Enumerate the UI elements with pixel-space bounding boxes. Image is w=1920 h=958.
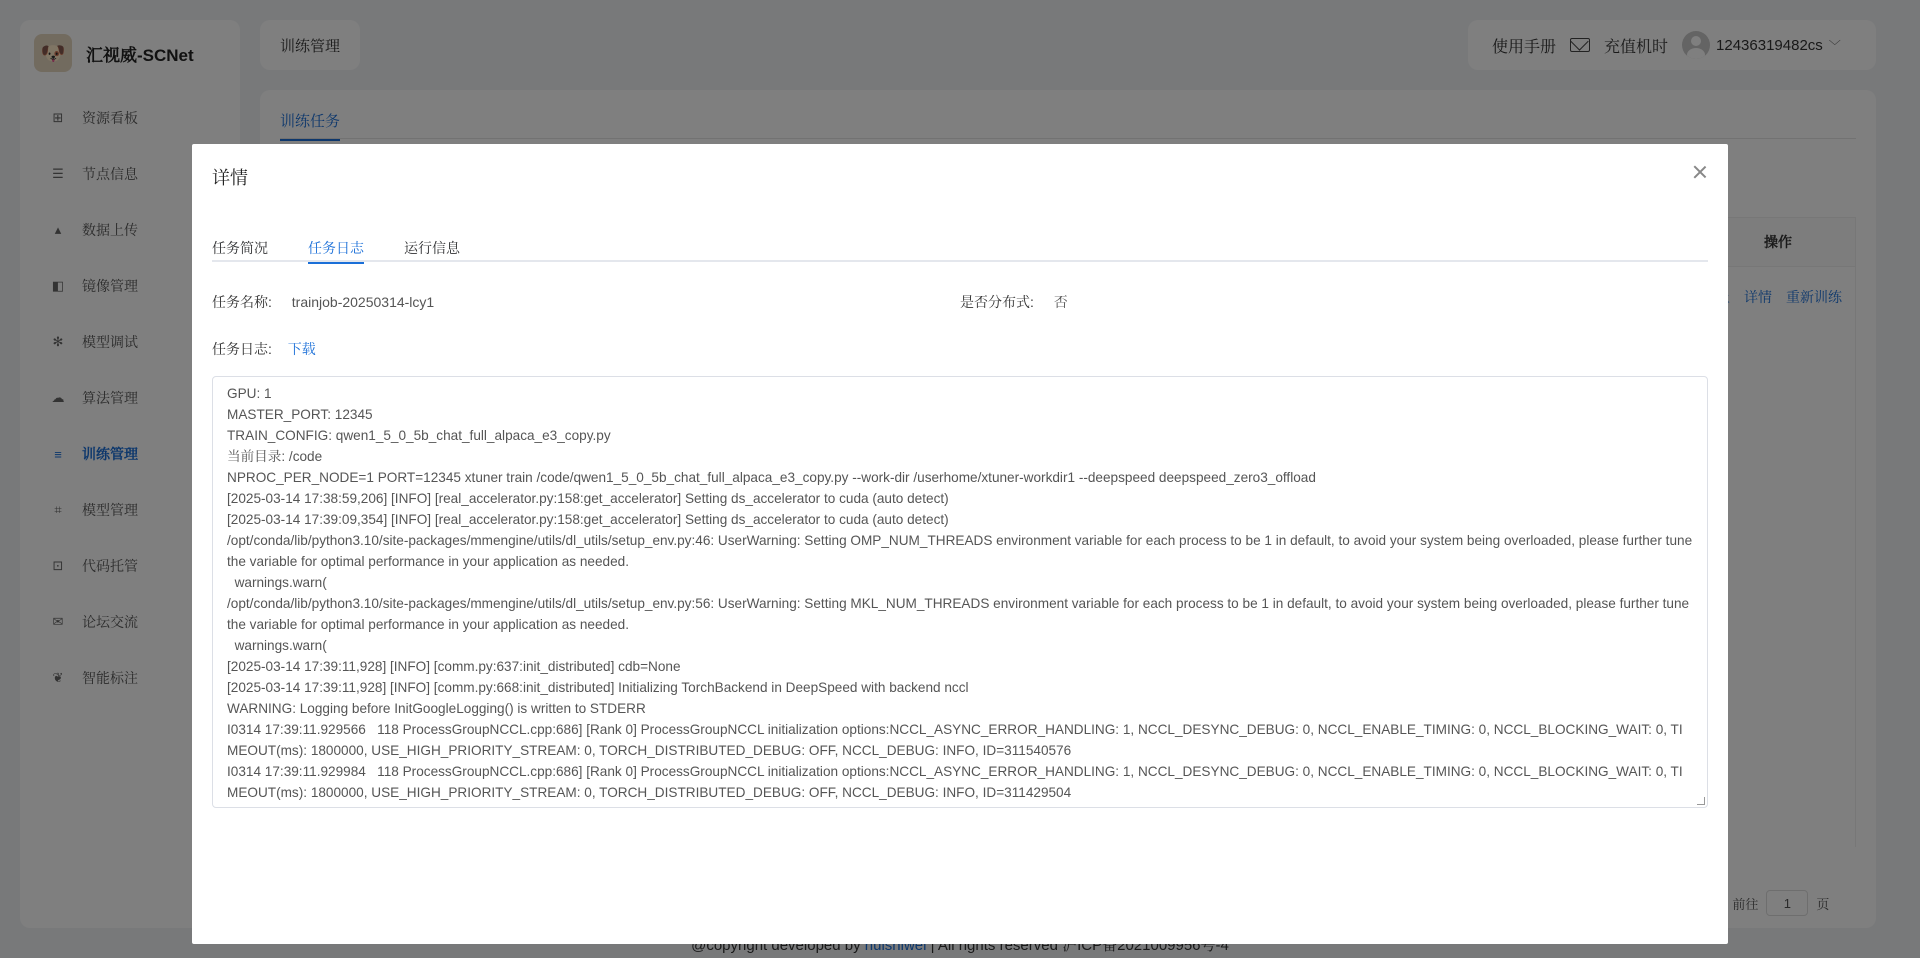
log-line: MASTER_PORT: 12345: [227, 407, 373, 422]
log-line: [2025-03-14 17:39:11,928] [INFO] [comm.py:637:init_distributed] cdb=None: [227, 659, 681, 674]
log-line: TRAIN_CONFIG: qwen1_5_0_5b_chat_full_alpaca_e3_copy.py: [227, 428, 611, 443]
tab-task-overview[interactable]: 任务简况: [212, 240, 268, 256]
log-label: 任务日志:: [212, 341, 272, 357]
log-line: /opt/conda/lib/python3.10/site-packages/mmengine/utils/dl_utils/setup_env.py:56: UserWarning: Setting MKL_NUM_THREADS environment variable for each process to be 1 in default, to avoid your system being overloaded, please further tune the variable for optimal performance in your application as needed.: [227, 596, 1693, 632]
task-name-value: trainjob-20250314-lcy1: [291, 294, 435, 310]
tab-task-log[interactable]: 任务日志: [308, 238, 364, 262]
log-line: [2025-03-14 17:39:11,928] [INFO] [comm.py:668:init_distributed] Initializing TorchBackend in DeepSpeed with backend nccl: [227, 680, 969, 695]
log-line: I0314 17:39:11.929984 118 ProcessGroupNCCL.cpp:686] [Rank 0] ProcessGroupNCCL initialization options:NCCL_ASYNC_ERROR_HANDLING: 1, NCCL_DESYNC_DEBUG: 0, NCCL_ENABLE_TIMING: 0, NCCL_BLOCKING_WAIT: 0, TIMEOUT(ms): 1800000, USE_HIGH_PRIORITY_STREAM: 0, TORCH_DISTRIBUTED_DEBUG: OFF, NCCL_DEBUG: INFO, ID=311429504: [227, 764, 1683, 800]
distributed-label: 是否分布式:: [960, 294, 1034, 310]
dialog-title: 详情: [212, 168, 248, 188]
log-line: GPU: 1: [227, 386, 272, 401]
dialog-tabs: [212, 238, 1708, 262]
log-line: [2025-03-14 17:38:59,206] [INFO] [real_accelerator.py:158:get_accelerator] Setting ds_accelerator to cuda (auto detect): [227, 491, 949, 506]
distributed-value: 否: [1053, 294, 1068, 310]
detail-dialog: [192, 144, 1728, 944]
log-field: [212, 339, 316, 359]
tab-run-info[interactable]: 运行信息: [404, 240, 460, 256]
log-textarea[interactable]: [212, 376, 1708, 808]
log-line: NPROC_PER_NODE=1 PORT=12345 xtuner train /code/qwen1_5_0_5b_chat_full_alpaca_e3_copy.py --work-dir /userhome/xtuner-workdir1 --deepspeed deepspeed_zero3_offload: [227, 470, 1316, 485]
resize-grip-icon[interactable]: [1697, 797, 1705, 805]
download-link[interactable]: 下载: [287, 341, 316, 357]
log-line: [2025-03-14 17:39:09,354] [INFO] [real_accelerator.py:158:get_accelerator] Setting ds_accelerator to cuda (auto detect): [227, 512, 949, 527]
log-line: 当前目录: /code: [227, 449, 323, 464]
close-icon[interactable]: [1692, 164, 1708, 180]
log-line: /opt/conda/lib/python3.10/site-packages/mmengine/utils/dl_utils/setup_env.py:46: UserWarning: Setting OMP_NUM_THREADS environment variable for each process to be 1 in default, to avoid your system being overloaded, please further tune the variable for optimal performance in your application as needed.: [227, 533, 1696, 569]
log-line: WARNING: Logging before InitGoogleLogging() is written to STDERR: [227, 701, 646, 716]
log-line: warnings.warn(: [227, 638, 327, 653]
distributed-field: [960, 292, 1068, 312]
task-name-label: 任务名称:: [212, 294, 272, 310]
task-name-field: [212, 292, 434, 312]
log-line: I0314 17:39:11.929566 118 ProcessGroupNCCL.cpp:686] [Rank 0] ProcessGroupNCCL initialization options:NCCL_ASYNC_ERROR_HANDLING: 1, NCCL_DESYNC_DEBUG: 0, NCCL_ENABLE_TIMING: 0, NCCL_BLOCKING_WAIT: 0, TIMEOUT(ms): 1800000, USE_HIGH_PRIORITY_STREAM: 0, TORCH_DISTRIBUTED_DEBUG: OFF, NCCL_DEBUG: INFO, ID=311540576: [227, 722, 1683, 758]
log-line: warnings.warn(: [227, 575, 327, 590]
